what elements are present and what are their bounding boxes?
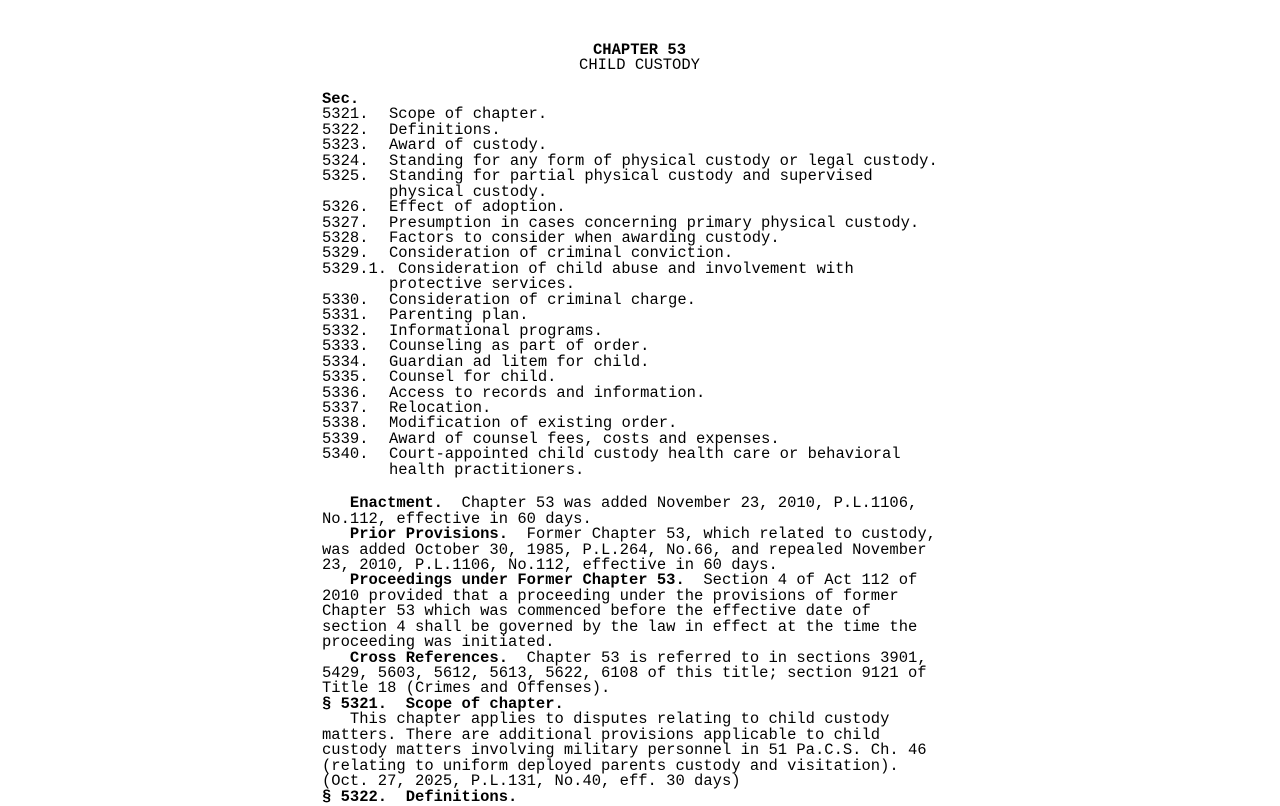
toc-number: 5331. xyxy=(322,306,369,325)
toc-number: 5333. xyxy=(322,337,369,356)
toc-number: 5322. xyxy=(322,120,369,139)
note-line: Title 18 (Crimes and Offenses). xyxy=(322,679,611,698)
section-text: (Oct. 27, 2025, P.L.131, No.40, eff. 30 days) xyxy=(322,772,741,791)
toc-item-continuation xyxy=(322,460,982,479)
toc-title: Consideration of criminal charge. xyxy=(389,290,696,309)
note-label: Proceedings under Former Chapter 53. xyxy=(349,571,685,590)
toc-title: Standing for partial physical custody and supervised xyxy=(389,167,873,186)
toc-number: 5334. xyxy=(322,352,369,371)
toc-title: Consideration of criminal conviction. xyxy=(389,244,734,263)
toc-heading: Sec. xyxy=(322,89,360,108)
section-5321 xyxy=(322,694,982,791)
toc-number: 5330. xyxy=(322,290,369,309)
document-page xyxy=(322,43,982,805)
toc-number: 5340. xyxy=(322,445,369,464)
note-cross-references xyxy=(322,648,982,698)
section-text: custody matters involving military personnel in 51 Pa.C.S. Ch. 46 xyxy=(322,741,927,760)
toc-title: Counseling as part of order. xyxy=(389,337,650,356)
section-text: matters. There are additional provisions applicable to child xyxy=(322,725,881,744)
toc-number: 5332. xyxy=(322,321,369,340)
toc-title: Access to records and information. xyxy=(389,383,706,402)
note-line: 23, 2010, P.L.1106, No.112, effective in 60 days. xyxy=(322,555,778,574)
section-heading: § 5321. Scope of chapter. xyxy=(322,694,564,713)
note-prior-provisions xyxy=(322,527,982,573)
toc-number: 5324. xyxy=(322,151,369,170)
note-label: Enactment. xyxy=(349,494,443,513)
toc-number: 5321. xyxy=(322,105,369,124)
toc-title: health practitioners. xyxy=(389,460,585,479)
toc-number: 5338. xyxy=(322,414,369,433)
toc-number: 5329.1. xyxy=(322,259,388,278)
note-line: No.112, effective in 60 days. xyxy=(322,509,592,528)
toc-title: Modification of existing order. xyxy=(389,414,678,433)
note-line: 5429, 5603, 5612, 5613, 5622, 6108 of this title; section 9121 of xyxy=(322,664,927,683)
note-text: Chapter 53 was added November 23, 2010, P.L.1106, xyxy=(442,494,918,513)
section-5322 xyxy=(322,787,982,806)
chapter-title: CHILD CUSTODY xyxy=(579,56,700,75)
toc-title: Award of custody. xyxy=(389,136,548,155)
note-line: section 4 shall be governed by the law in effect at the time the xyxy=(322,617,918,636)
toc-number: 5339. xyxy=(322,429,369,448)
toc-title: Court-appointed child custody health care or behavioral xyxy=(389,445,901,464)
note-label: Prior Provisions. xyxy=(349,525,509,544)
note-text: Chapter 53 is referred to in sections 3901, xyxy=(508,648,927,667)
toc-title: Effect of adoption. xyxy=(389,198,566,217)
toc-title: Factors to consider when awarding custody. xyxy=(389,228,780,247)
toc-number: 5329. xyxy=(322,244,369,263)
chapter-number: CHAPTER 53 xyxy=(592,41,686,59)
toc-title: Scope of chapter. xyxy=(389,105,548,124)
note-enactment xyxy=(322,496,982,527)
note-line: Chapter 53 which was commenced before the effective date of xyxy=(322,602,871,621)
toc-title: Consideration of child abuse and involvement with xyxy=(398,259,854,278)
note-proceedings xyxy=(322,573,982,650)
toc-number: 5323. xyxy=(322,136,369,155)
toc-title: Standing for any form of physical custody or legal custody. xyxy=(389,151,938,170)
note-line: proceeding was initiated. xyxy=(322,633,555,652)
section-text: (relating to uniform deployed parents custody and visitation). xyxy=(322,756,899,775)
section-text: This chapter applies to disputes relating to child custody xyxy=(322,710,890,729)
note-text: Former Chapter 53, which related to custody, xyxy=(508,525,936,544)
toc-title: Relocation. xyxy=(389,398,492,417)
toc-title: Parenting plan. xyxy=(389,306,529,325)
toc-number: 5327. xyxy=(322,213,369,232)
toc-title: protective services. xyxy=(389,275,576,294)
toc-number: 5326. xyxy=(322,198,369,217)
note-label: Cross References. xyxy=(349,648,509,667)
toc-title: Award of counsel fees, costs and expenses. xyxy=(389,429,780,448)
toc-number: 5325. xyxy=(322,167,369,186)
toc-title: Guardian ad litem for child. xyxy=(389,352,650,371)
toc-title: Definitions. xyxy=(389,120,501,139)
table-of-contents xyxy=(322,107,982,478)
toc-title: Presumption in cases concerning primary physical custody. xyxy=(389,213,920,232)
toc-title: Informational programs. xyxy=(389,321,603,340)
toc-number: 5335. xyxy=(322,368,369,387)
toc-title: physical custody. xyxy=(389,182,548,201)
section-heading: § 5322. Definitions. xyxy=(322,787,518,806)
toc-number: 5328. xyxy=(322,228,369,247)
note-text: Section 4 of Act 112 of xyxy=(684,571,918,590)
toc-number: 5337. xyxy=(322,398,369,417)
toc-number xyxy=(322,463,389,478)
toc-number: 5336. xyxy=(322,383,369,402)
note-line: was added October 30, 1985, P.L.264, No.66, and repealed November xyxy=(322,540,927,559)
note-line: 2010 provided that a proceeding under the provisions of former xyxy=(322,586,899,605)
toc-title: Counsel for child. xyxy=(389,368,557,387)
